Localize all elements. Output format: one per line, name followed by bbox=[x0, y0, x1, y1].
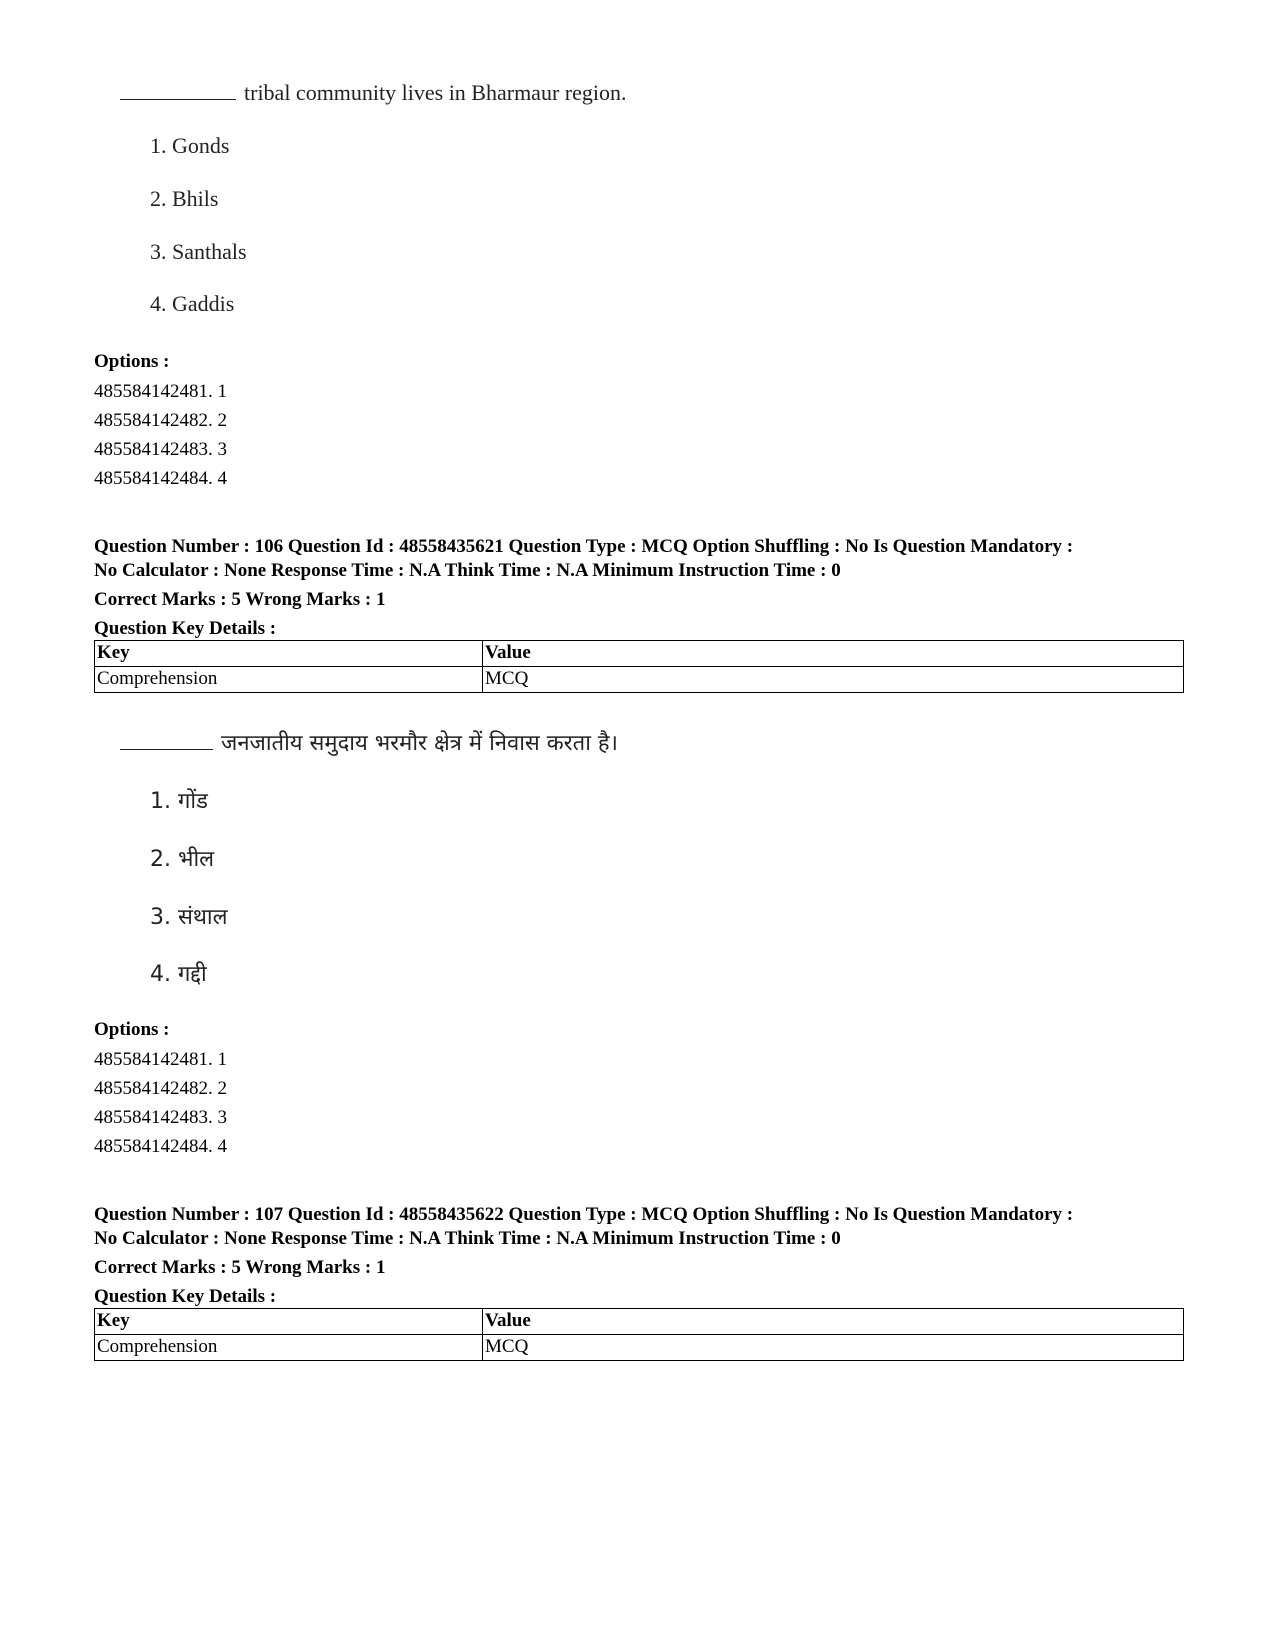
table-header-key: Key bbox=[95, 641, 483, 667]
option-line: 485584142482. 2 bbox=[94, 410, 227, 431]
table-header-key: Key bbox=[95, 1309, 483, 1335]
options-label: Options : bbox=[94, 351, 170, 372]
table-header-value: Value bbox=[483, 1309, 1184, 1335]
table-cell: MCQ bbox=[483, 667, 1184, 693]
choice-3: 3. संथाल bbox=[150, 905, 228, 930]
blank-line bbox=[120, 748, 213, 750]
question-meta-line-2: No Calculator : None Response Time : N.A Think Time : N.A Minimum Instruction Time : 0 bbox=[94, 1228, 841, 1249]
question-stem bbox=[120, 80, 626, 106]
choice-4: 4. Gaddis bbox=[150, 291, 235, 316]
question-meta-line-1: Question Number : 107 Question Id : 48558435622 Question Type : MCQ Option Shuffling : No Is Question Mandatory : bbox=[94, 1204, 1074, 1225]
options-block-105 bbox=[94, 350, 1186, 493]
table-header-value: Value bbox=[483, 641, 1184, 667]
key-details-label: Question Key Details : bbox=[94, 618, 277, 639]
key-details-label: Question Key Details : bbox=[94, 1286, 277, 1307]
table-cell: Comprehension bbox=[95, 667, 483, 693]
choice-3: 3. Santhals bbox=[150, 239, 247, 264]
question-stem-text: tribal community lives in Bharmaur region. bbox=[244, 80, 627, 105]
question-header-106 bbox=[94, 535, 1186, 641]
option-line: 485584142481. 1 bbox=[94, 1049, 227, 1070]
key-details-table-107 bbox=[94, 1308, 1184, 1361]
choice-2: 2. Bhils bbox=[150, 186, 219, 211]
question-stem bbox=[120, 727, 618, 757]
table-header-row bbox=[95, 1309, 1184, 1335]
option-line: 485584142483. 3 bbox=[94, 439, 227, 460]
question-header-107 bbox=[94, 1203, 1186, 1309]
option-line: 485584142483. 3 bbox=[94, 1107, 227, 1128]
question-meta-line-1: Question Number : 106 Question Id : 48558435621 Question Type : MCQ Option Shuffling : No Is Question Mandatory : bbox=[94, 536, 1074, 557]
table-cell: MCQ bbox=[483, 1335, 1184, 1361]
option-line: 485584142484. 4 bbox=[94, 1136, 227, 1157]
option-line: 485584142484. 4 bbox=[94, 468, 227, 489]
question-stem-text: जनजातीय समुदाय भरमौर क्षेत्र में निवास करता है। bbox=[221, 731, 618, 756]
options-block-106 bbox=[94, 1018, 1186, 1161]
marks-line: Correct Marks : 5 Wrong Marks : 1 bbox=[94, 589, 386, 610]
marks-line: Correct Marks : 5 Wrong Marks : 1 bbox=[94, 1257, 386, 1278]
table-row bbox=[95, 667, 1184, 693]
table-cell: Comprehension bbox=[95, 1335, 483, 1361]
options-label: Options : bbox=[94, 1019, 170, 1040]
choice-2: 2. भील bbox=[150, 847, 215, 872]
choice-1: 1. गोंड bbox=[150, 789, 208, 814]
question-meta-line-2: No Calculator : None Response Time : N.A Think Time : N.A Minimum Instruction Time : 0 bbox=[94, 560, 841, 581]
option-line: 485584142481. 1 bbox=[94, 381, 227, 402]
blank-line bbox=[120, 98, 236, 100]
option-line: 485584142482. 2 bbox=[94, 1078, 227, 1099]
table-header-row bbox=[95, 641, 1184, 667]
key-details-table-106 bbox=[94, 640, 1184, 693]
choice-1: 1. Gonds bbox=[150, 133, 230, 158]
choice-4: 4. गद्दी bbox=[150, 962, 207, 987]
table-row bbox=[95, 1335, 1184, 1361]
